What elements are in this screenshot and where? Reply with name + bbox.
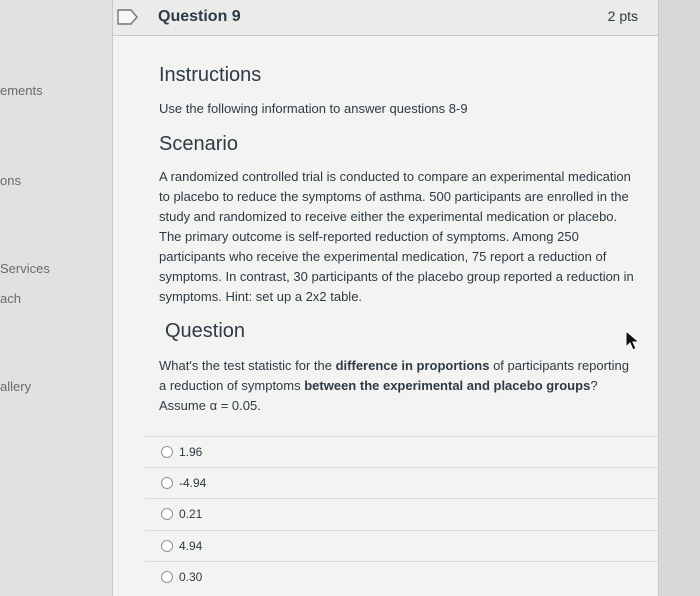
- course-navigation: [0, 0, 112, 596]
- nav-link-services[interactable]: Services: [0, 261, 50, 276]
- prompt-bold-2: between the experimental and placebo groups: [304, 378, 591, 393]
- answer-label: -4.94: [179, 476, 207, 490]
- answer-label: 0.21: [179, 507, 203, 521]
- scenario-heading: Scenario: [159, 133, 238, 155]
- instructions-text: Use the following information to answer questions 8-9: [159, 101, 468, 116]
- flag-question-icon[interactable]: [117, 9, 139, 25]
- radio-button[interactable]: [161, 508, 173, 520]
- nav-link-announcements[interactable]: ements: [0, 83, 43, 98]
- question-header: [113, 0, 658, 36]
- answer-label: 4.94: [179, 539, 203, 553]
- nav-link-coach[interactable]: ach: [0, 291, 21, 306]
- nav-link-gallery[interactable]: allery: [0, 379, 32, 394]
- answer-label: 1.96: [179, 445, 203, 459]
- radio-button[interactable]: [161, 477, 173, 489]
- prompt-text-3: ? Assume α = 0.05.: [159, 378, 598, 413]
- radio-button[interactable]: [161, 540, 173, 552]
- scenario-text: A randomized controlled trial is conducted to compare an experimental medication to placebo to reduce the symptoms of asthma. 500 participants are enrolled in the study and randomized to receive either the experimental medication or placebo. The primary outcome is self-reported reduction of symptoms. Among 250 participants who receive the experimental medication, 75 report a reduction of symptoms. In contrast, 30 participants of the placebo group reported a reduction in symptoms. Hint: set up a 2x2 table.: [159, 169, 634, 304]
- answer-label: 0.30: [179, 570, 203, 584]
- question-title: Question 9: [158, 8, 241, 25]
- answer-option[interactable]: [145, 467, 658, 499]
- prompt-text-1: What's the test statistic for the: [159, 358, 336, 373]
- question-prompt: [159, 356, 639, 416]
- answer-option[interactable]: [145, 561, 658, 593]
- answer-option[interactable]: [145, 498, 658, 530]
- answer-option[interactable]: [145, 530, 658, 562]
- question-points: 2 pts: [607, 8, 638, 24]
- nav-link-discussions[interactable]: ons: [0, 173, 21, 188]
- question-heading: Question: [165, 320, 246, 342]
- mouse-cursor-icon: [624, 330, 640, 352]
- instructions-heading: Instructions: [159, 64, 262, 86]
- prompt-bold-1: difference in proportions: [335, 358, 490, 373]
- prompt-text-2: of participants reporting a reduction of symptoms: [159, 358, 629, 393]
- radio-button[interactable]: [161, 446, 173, 458]
- question-card: [112, 0, 659, 596]
- radio-button[interactable]: [161, 571, 173, 583]
- answer-option[interactable]: [145, 436, 658, 468]
